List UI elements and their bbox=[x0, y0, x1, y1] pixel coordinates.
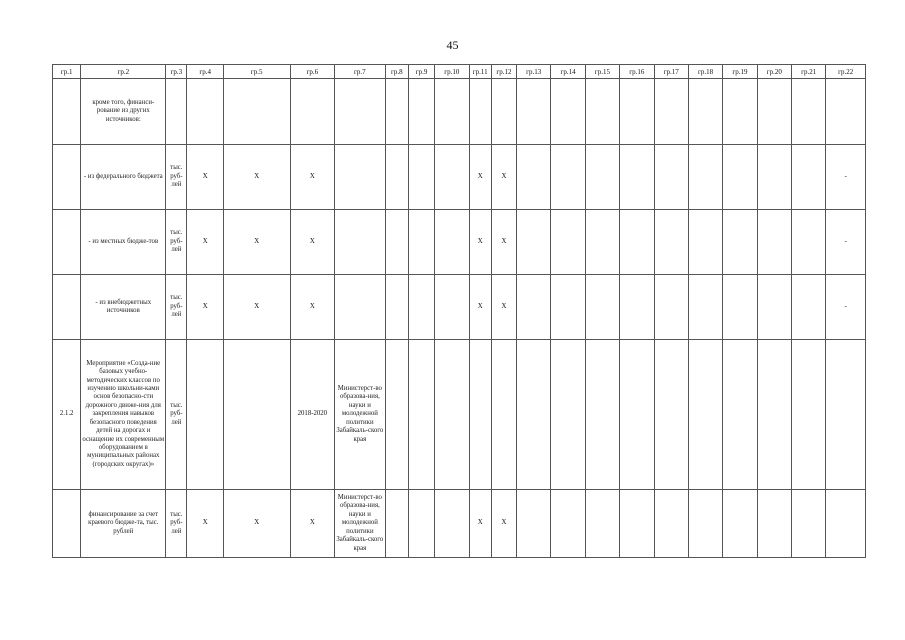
header-row bbox=[53, 65, 866, 79]
col-header: гр.18 bbox=[688, 65, 722, 79]
cell-empty bbox=[620, 490, 654, 558]
cell-number bbox=[53, 79, 81, 145]
cell-empty bbox=[585, 210, 619, 275]
cell-empty bbox=[654, 340, 688, 490]
cell-gr5 bbox=[223, 340, 290, 490]
cell-empty bbox=[620, 145, 654, 210]
cell-gr5: X bbox=[223, 210, 290, 275]
cell-empty bbox=[723, 490, 757, 558]
cell-empty bbox=[435, 210, 469, 275]
cell-gr22: - bbox=[826, 275, 866, 340]
table-row bbox=[53, 210, 866, 275]
cell-empty bbox=[757, 490, 791, 558]
page-number: 45 bbox=[446, 38, 459, 52]
cell-gr4: X bbox=[187, 145, 223, 210]
col-header: гр.22 bbox=[826, 65, 866, 79]
cell-gr6: X bbox=[290, 490, 334, 558]
cell-gr22 bbox=[826, 340, 866, 490]
cell-empty bbox=[723, 275, 757, 340]
cell-description: - из внебюджетных источников bbox=[81, 275, 166, 340]
cell-gr6: X bbox=[290, 275, 334, 340]
cell-empty bbox=[551, 79, 585, 145]
cell-empty bbox=[408, 210, 434, 275]
table-row bbox=[53, 340, 866, 490]
col-header: гр.1 bbox=[53, 65, 81, 79]
cell-gr8 bbox=[385, 79, 408, 145]
col-header: гр.12 bbox=[491, 65, 516, 79]
cell-empty bbox=[408, 79, 434, 145]
cell-gr8 bbox=[385, 145, 408, 210]
cell-gr8 bbox=[385, 210, 408, 275]
cell-empty bbox=[688, 210, 722, 275]
cell-empty bbox=[585, 340, 619, 490]
table-row bbox=[53, 79, 866, 145]
cell-empty bbox=[723, 79, 757, 145]
cell-empty bbox=[408, 145, 434, 210]
cell-gr12: X bbox=[491, 210, 516, 275]
cell-empty bbox=[551, 490, 585, 558]
cell-number bbox=[53, 490, 81, 558]
cell-gr11: X bbox=[469, 210, 491, 275]
cell-gr11: X bbox=[469, 145, 491, 210]
cell-gr5 bbox=[223, 79, 290, 145]
table-row bbox=[53, 275, 866, 340]
cell-empty bbox=[517, 210, 551, 275]
cell-gr8 bbox=[385, 340, 408, 490]
cell-empty bbox=[551, 340, 585, 490]
col-header: гр.10 bbox=[435, 65, 469, 79]
cell-empty bbox=[757, 145, 791, 210]
cell-empty bbox=[688, 145, 722, 210]
cell-empty bbox=[408, 275, 434, 340]
cell-gr5: X bbox=[223, 275, 290, 340]
cell-gr8 bbox=[385, 275, 408, 340]
cell-empty bbox=[792, 79, 826, 145]
cell-empty bbox=[620, 79, 654, 145]
cell-empty bbox=[792, 490, 826, 558]
cell-gr12 bbox=[491, 340, 516, 490]
cell-gr6: 2018-2020 bbox=[290, 340, 334, 490]
cell-empty bbox=[435, 79, 469, 145]
cell-gr6: X bbox=[290, 210, 334, 275]
cell-gr6 bbox=[290, 79, 334, 145]
cell-gr7 bbox=[335, 145, 386, 210]
cell-gr12: X bbox=[491, 490, 516, 558]
cell-empty bbox=[435, 490, 469, 558]
cell-empty bbox=[688, 490, 722, 558]
cell-empty bbox=[620, 210, 654, 275]
cell-gr7: Министерст-во образова-ния, науки и молодежной политики Забайкаль-ского края bbox=[335, 340, 386, 490]
cell-gr4: X bbox=[187, 210, 223, 275]
col-header: гр.21 bbox=[792, 65, 826, 79]
cell-empty bbox=[723, 145, 757, 210]
program-table bbox=[52, 64, 866, 558]
cell-gr7 bbox=[335, 79, 386, 145]
cell-empty bbox=[688, 340, 722, 490]
col-header: гр.20 bbox=[757, 65, 791, 79]
cell-empty bbox=[620, 275, 654, 340]
table-row bbox=[53, 145, 866, 210]
cell-gr11: X bbox=[469, 275, 491, 340]
cell-gr4: X bbox=[187, 275, 223, 340]
cell-empty bbox=[585, 275, 619, 340]
cell-gr11 bbox=[469, 79, 491, 145]
cell-gr7: Министерст-во образова-ния, науки и молодежной политики Забайкаль-ского края bbox=[335, 490, 386, 558]
cell-empty bbox=[654, 210, 688, 275]
cell-gr12: X bbox=[491, 275, 516, 340]
cell-unit bbox=[166, 79, 187, 145]
col-header: гр.15 bbox=[585, 65, 619, 79]
cell-gr4 bbox=[187, 340, 223, 490]
cell-gr5: X bbox=[223, 145, 290, 210]
cell-description: кроме того, финанси-рование из других источников: bbox=[81, 79, 166, 145]
col-header: гр.19 bbox=[723, 65, 757, 79]
cell-empty bbox=[654, 490, 688, 558]
cell-number bbox=[53, 275, 81, 340]
cell-gr5: X bbox=[223, 490, 290, 558]
cell-empty bbox=[792, 145, 826, 210]
cell-description: финансирование за счет краевого бюдже-та, тыс. рублей bbox=[81, 490, 166, 558]
cell-empty bbox=[654, 275, 688, 340]
cell-gr22 bbox=[826, 79, 866, 145]
col-header: гр.8 bbox=[385, 65, 408, 79]
cell-empty bbox=[551, 210, 585, 275]
cell-gr11 bbox=[469, 340, 491, 490]
cell-description: - из федерального бюджета bbox=[81, 145, 166, 210]
cell-unit: тыс. руб-лей bbox=[166, 275, 187, 340]
cell-unit: тыс. руб-лей bbox=[166, 145, 187, 210]
cell-empty bbox=[757, 340, 791, 490]
cell-empty bbox=[435, 145, 469, 210]
cell-empty bbox=[688, 275, 722, 340]
col-header: гр.5 bbox=[223, 65, 290, 79]
cell-gr6: X bbox=[290, 145, 334, 210]
table-row bbox=[53, 490, 866, 558]
cell-empty bbox=[654, 79, 688, 145]
cell-empty bbox=[757, 210, 791, 275]
col-header: гр.7 bbox=[335, 65, 386, 79]
cell-empty bbox=[585, 79, 619, 145]
cell-empty bbox=[654, 145, 688, 210]
cell-empty bbox=[551, 275, 585, 340]
cell-empty bbox=[723, 340, 757, 490]
cell-number bbox=[53, 210, 81, 275]
cell-gr7 bbox=[335, 275, 386, 340]
cell-empty bbox=[517, 275, 551, 340]
col-header: гр.4 bbox=[187, 65, 223, 79]
cell-empty bbox=[517, 145, 551, 210]
cell-empty bbox=[792, 210, 826, 275]
col-header: гр.9 bbox=[408, 65, 434, 79]
cell-description: - из местных бюдже-тов bbox=[81, 210, 166, 275]
cell-empty bbox=[723, 210, 757, 275]
cell-empty bbox=[435, 340, 469, 490]
cell-unit: тыс. руб-лей bbox=[166, 490, 187, 558]
cell-empty bbox=[620, 340, 654, 490]
cell-empty bbox=[792, 275, 826, 340]
cell-gr11: X bbox=[469, 490, 491, 558]
cell-empty bbox=[517, 490, 551, 558]
cell-gr12: X bbox=[491, 145, 516, 210]
cell-empty bbox=[585, 145, 619, 210]
col-header: гр.3 bbox=[166, 65, 187, 79]
cell-empty bbox=[688, 79, 722, 145]
cell-number bbox=[53, 145, 81, 210]
cell-empty bbox=[517, 340, 551, 490]
cell-gr7 bbox=[335, 210, 386, 275]
cell-description: Мероприятие «Созда-ние базовых учебно-методических классов по изучению школьни-ками основ безопасно-сти дорожного движе-ния для закрепления навыков безопасного поведения детей на дорогах и оснащение их современным оборудованием в муниципальных районах (городских округах)» bbox=[81, 340, 166, 490]
cell-empty bbox=[757, 79, 791, 145]
cell-gr4 bbox=[187, 79, 223, 145]
cell-empty bbox=[585, 490, 619, 558]
cell-empty bbox=[792, 340, 826, 490]
cell-gr12 bbox=[491, 79, 516, 145]
cell-gr4: X bbox=[187, 490, 223, 558]
cell-empty bbox=[408, 340, 434, 490]
col-header: гр.2 bbox=[81, 65, 166, 79]
cell-empty bbox=[551, 145, 585, 210]
col-header: гр.14 bbox=[551, 65, 585, 79]
cell-unit: тыс. руб-лей bbox=[166, 210, 187, 275]
cell-gr8 bbox=[385, 490, 408, 558]
col-header: гр.16 bbox=[620, 65, 654, 79]
col-header: гр.17 bbox=[654, 65, 688, 79]
cell-number: 2.1.2 bbox=[53, 340, 81, 490]
cell-empty bbox=[517, 79, 551, 145]
cell-gr22: - bbox=[826, 145, 866, 210]
cell-empty bbox=[435, 275, 469, 340]
col-header: гр.13 bbox=[517, 65, 551, 79]
cell-unit: тыс. руб-лей bbox=[166, 340, 187, 490]
col-header: гр.11 bbox=[469, 65, 491, 79]
col-header: гр.6 bbox=[290, 65, 334, 79]
cell-empty bbox=[408, 490, 434, 558]
cell-gr22 bbox=[826, 490, 866, 558]
cell-gr22: - bbox=[826, 210, 866, 275]
cell-empty bbox=[757, 275, 791, 340]
